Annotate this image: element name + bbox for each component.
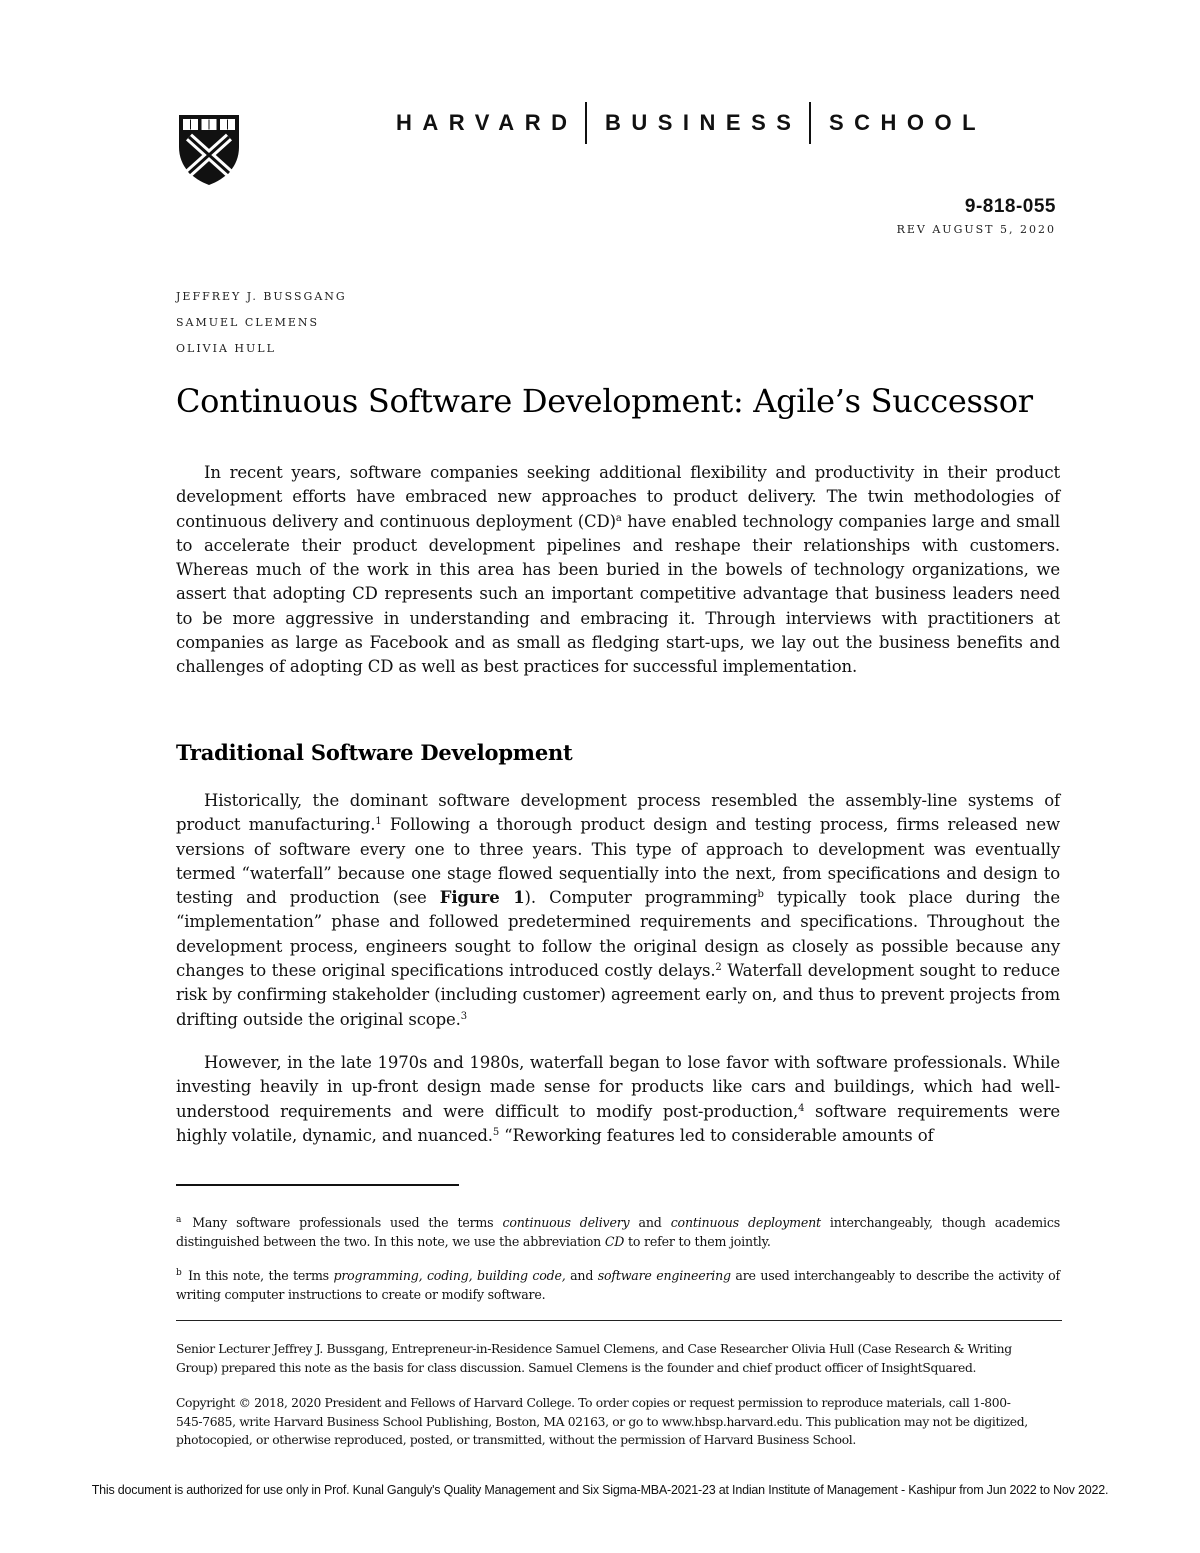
para-text: “Reworking features led to considerable amounts of: [499, 1125, 934, 1145]
meta-divider: [176, 1320, 1062, 1321]
endnote-ref[interactable]: 2: [715, 962, 722, 974]
footnote-ref-b[interactable]: b: [757, 889, 764, 901]
footnote-text: to refer to them jointly.: [624, 1234, 771, 1249]
para-text: Waterfall development sought to reduce risk by confirming stakeholder (including customer) agreement early on, and thus to prevent projects from drifting outside the original scope.: [176, 961, 1060, 1029]
body-paragraph: [176, 1051, 1060, 1148]
case-number: 9-818-055: [964, 196, 1056, 217]
author-name: OLIVIA HULL: [176, 342, 276, 355]
para-text: Historically, the dominant software development process resembled the assembly-line systems of product manufacturing.: [176, 791, 1060, 835]
footnote-text: and: [629, 1215, 671, 1230]
hbs-shield-logo: [177, 113, 241, 187]
authorization-notice: This document is authorized for use only in Prof. Kunal Ganguly's Quality Management and Six Sigma-MBA-2021-23 at Indian Institute of Management - Kashipur from Jun 2022 to Nov 2022.: [91, 1483, 1109, 1497]
body-paragraph: [176, 789, 1060, 1032]
para-text: typically took place during the “implementation” phase and followed predetermined requirements and specifications. Throughout the development process, engineers sought to follow the original design as closely as possible because any changes to these original specifications introduced costly delays.: [176, 888, 1061, 981]
footnote-divider: [176, 1184, 459, 1186]
wordmark-divider: [585, 102, 587, 144]
intro-paragraph: [176, 461, 1060, 680]
footnote-term: software engineering: [597, 1268, 731, 1283]
footnote-text: In this note, the terms: [183, 1268, 334, 1283]
endnote-ref[interactable]: 3: [460, 1010, 467, 1022]
section-heading: Traditional Software Development: [176, 740, 573, 765]
footnote-ref-a[interactable]: a: [615, 512, 622, 524]
footnote-term: continuous deployment: [670, 1215, 821, 1230]
author-list: [176, 289, 347, 367]
author-name: SAMUEL CLEMENS: [176, 316, 320, 329]
para-text: Following a thorough product design and testing process, firms released new versions of software every one to three years. This type of approach to development was eventually termed “waterfall” because one stage flowed sequentially into the next, from specifications and design to testing and production (see: [176, 815, 1060, 908]
figure-reference[interactable]: Figure 1: [439, 888, 525, 908]
preparer-note: Senior Lecturer Jeffrey J. Bussgang, Entrepreneur-in-Residence Samuel Clemens, and Case Researcher Olivia Hull (Case Research & Writing Group) prepared this note as the basis for class discussion. Samuel Clemens is the founder and chief product officer of InsightSquared.: [176, 1342, 1012, 1375]
footnote-term: continuous delivery: [502, 1215, 630, 1230]
revision-date: REV AUGUST 5, 2020: [896, 223, 1056, 236]
copyright-notice: Copyright © 2018, 2020 President and Fellows of Harvard College. To order copies or request permission to reproduce materials, call 1-800-545-7685, write Harvard Business School Publishing, Boston, MA 02163, or go to www.hbsp.harvard.edu. This publication may not be digitized, photocopied, or otherwise reproduced, posted, or transmitted, without the permission of Harvard Business School.: [176, 1396, 1028, 1447]
school-wordmark: [396, 101, 1062, 145]
footnote-term: CD: [604, 1234, 625, 1249]
footnote-text: interchangeably, though academics distinguished between the two. In this note, we use the abbreviation: [176, 1215, 1060, 1249]
footnote-term: programming, coding, building code,: [333, 1268, 566, 1283]
author-name: JEFFREY J. BUSSGANG: [176, 290, 347, 303]
footnote-mark: b: [176, 1268, 182, 1278]
footnote-a: [176, 1213, 1060, 1251]
endnote-ref[interactable]: 5: [492, 1126, 500, 1138]
footnote-text: Many software professionals used the terms: [183, 1215, 503, 1230]
wordmark-business: BUSINESS: [604, 110, 802, 135]
intro-text-1: In recent years, software companies seeking additional flexibility and productivity in their product development efforts have embraced new approaches to product delivery. The twin methodologies of continuous delivery and continuous deployment (CD): [176, 463, 1060, 531]
wordmark-divider: [809, 102, 811, 144]
footnote-mark: a: [176, 1215, 182, 1225]
endnote-ref[interactable]: 1: [375, 816, 382, 828]
para-text: software requirements were highly volatile, dynamic, and nuanced.: [176, 1101, 1060, 1145]
document-title: Continuous Software Development: Agile’s Successor: [176, 382, 1033, 420]
wordmark-school: SCHOOL: [828, 110, 987, 135]
wordmark-harvard: HARVARD: [396, 110, 578, 135]
para-text: ). Computer programming: [524, 888, 758, 908]
endnote-ref[interactable]: 4: [798, 1102, 805, 1114]
intro-text-2: have enabled technology companies large and small to accelerate their product development pipelines and reshape their relationships with customers. Whereas much of the work in this area has been buried in the bowels of technology organizations, we assert that adopting CD represents such an important competitive advantage that business leaders need to be more aggressive in understanding and embracing it. Through interviews with practitioners at companies as large as Facebook and as small as fledging start-ups, we lay out the business benefits and challenges of adopting CD as well as best practices for successful implementation.: [176, 511, 1060, 677]
footnote-text: and: [565, 1268, 598, 1283]
footnote-text: are used interchangeably to describe the activity of writing computer instructions to create or modify software.: [176, 1268, 1060, 1302]
para-text: However, in the late 1970s and 1980s, waterfall began to lose favor with software professionals. While investing heavily in up-front design made sense for products like cars and buildings, which had well-understood requirements and were difficult to modify post-production,: [176, 1053, 1060, 1121]
footnote-b: [176, 1266, 1060, 1304]
